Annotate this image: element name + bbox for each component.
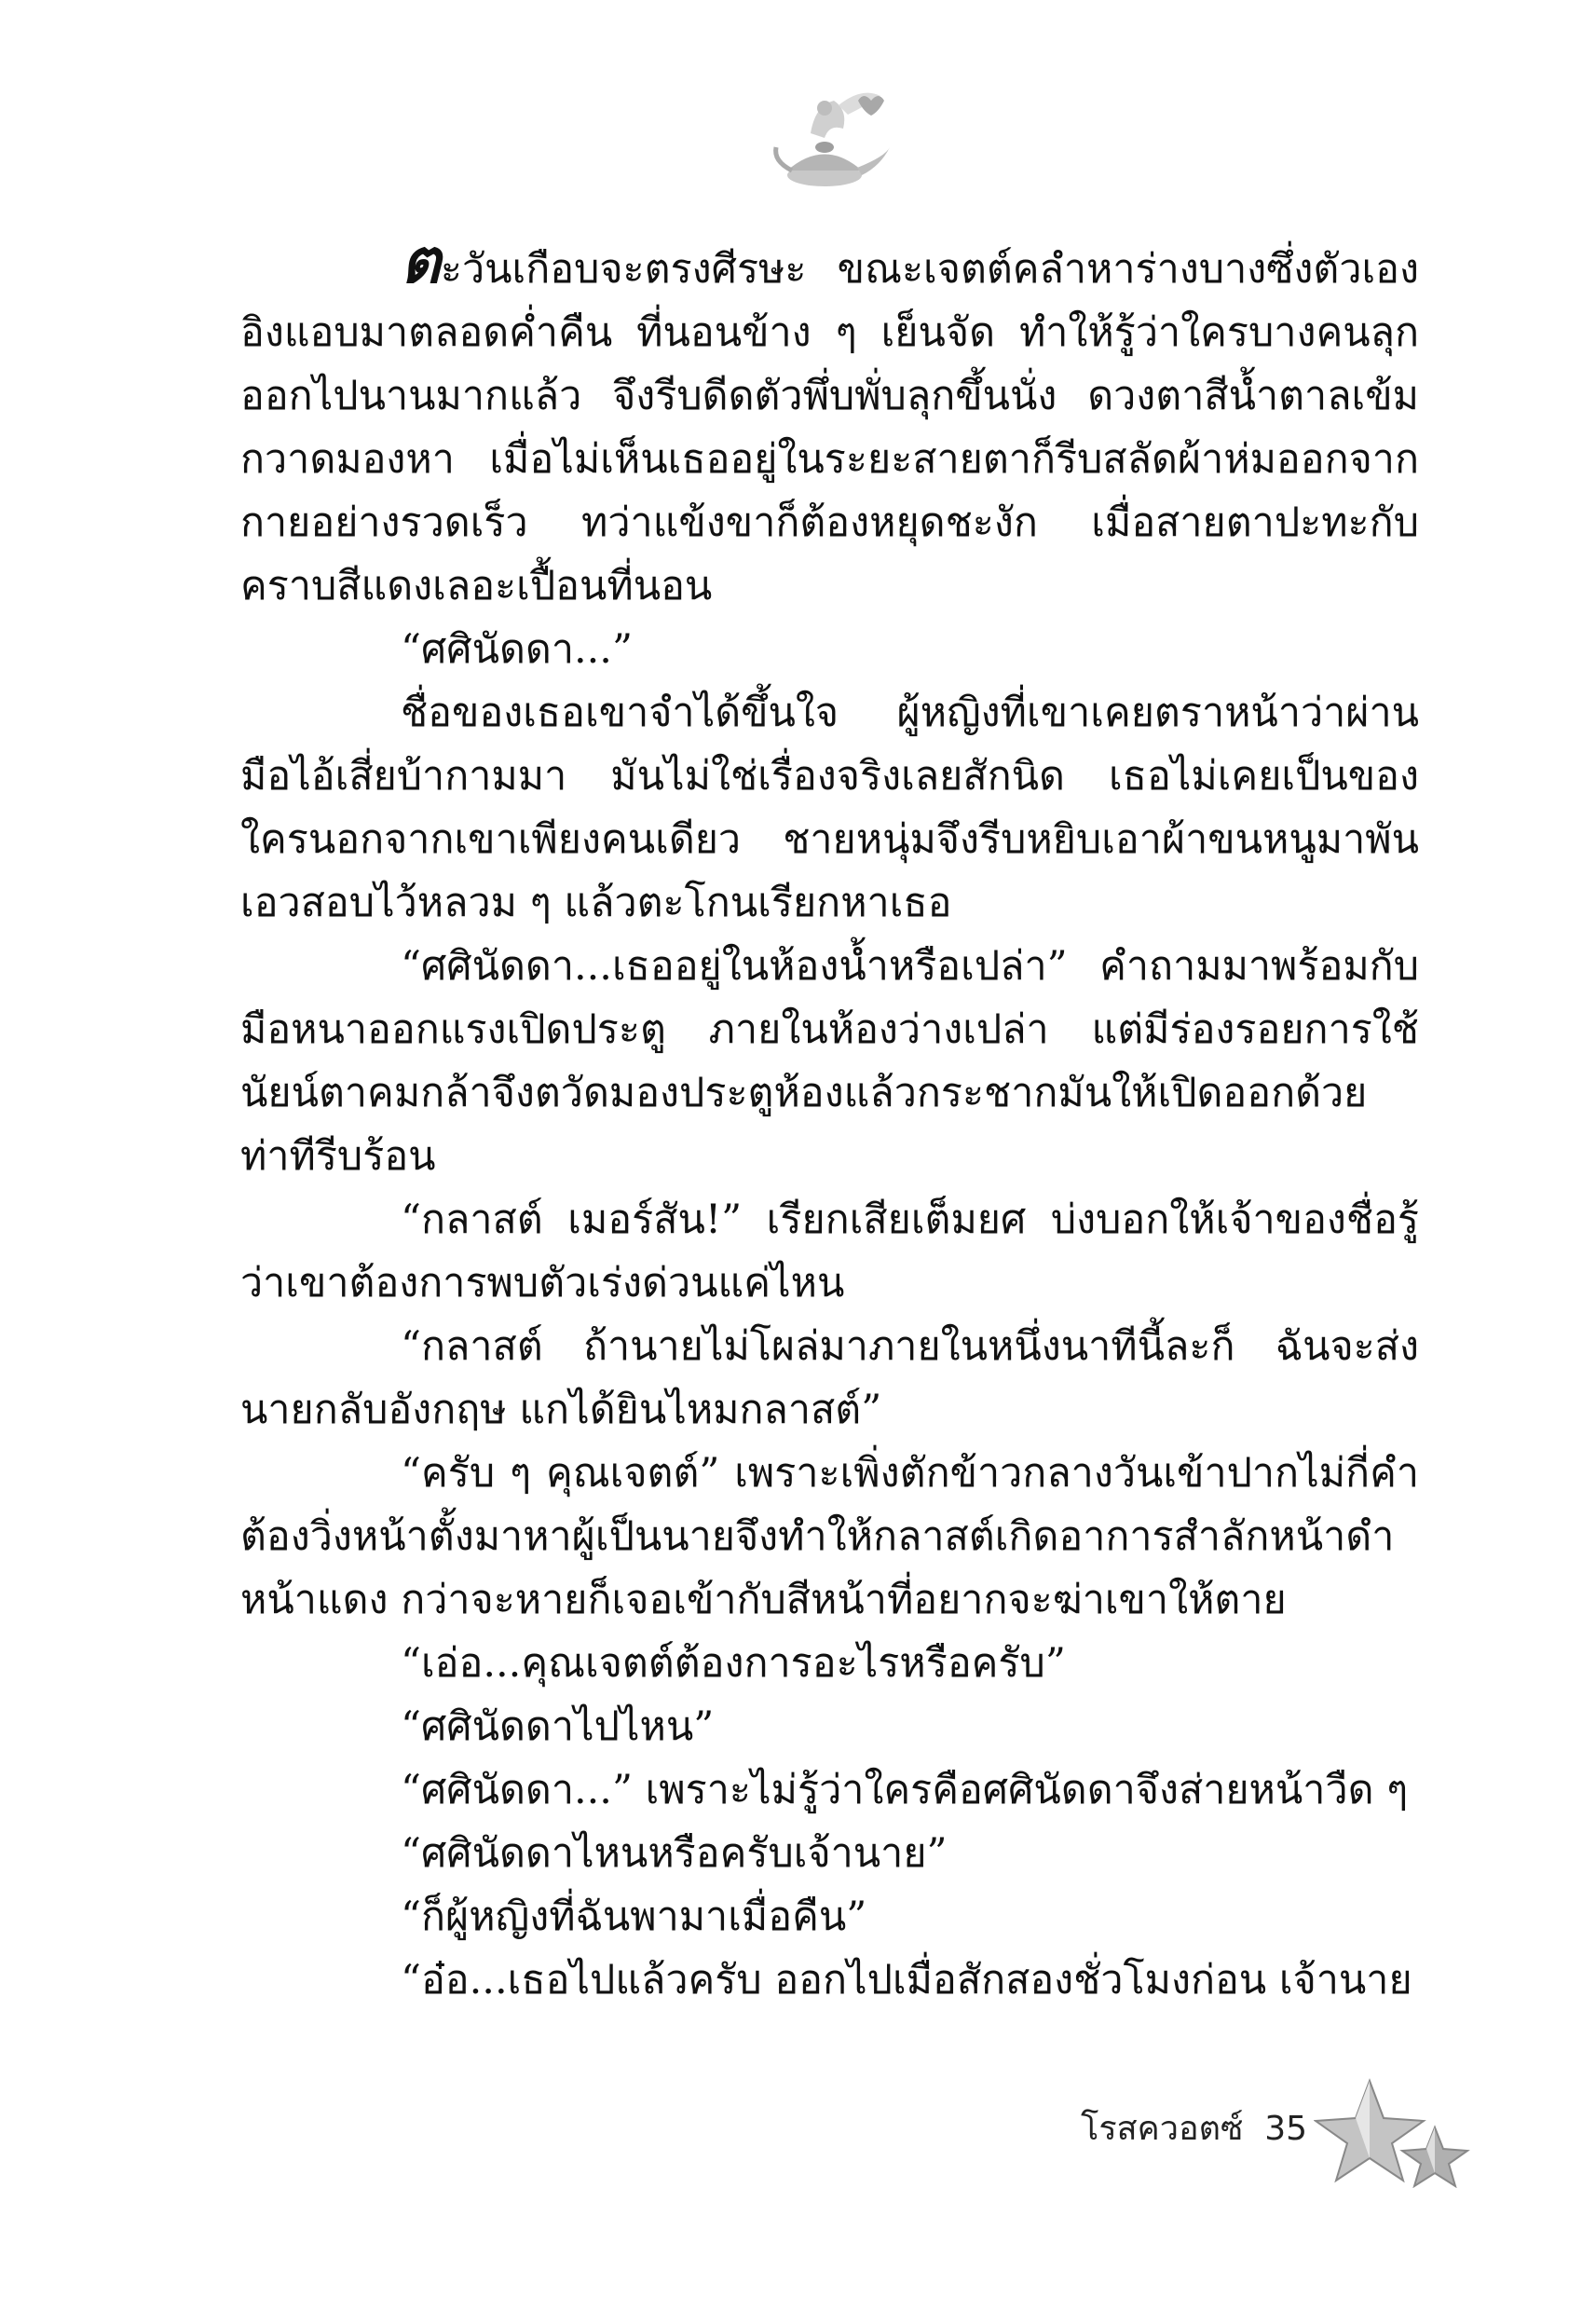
paragraph: “ก็ผู้หญิงที่ฉันพามาเมื่อคืน”	[401, 1894, 867, 1940]
paragraph: “ศศินัดดา...” เพราะไม่รู้ว่าใครคือศศินัดดาจึงส่ายหน้าวืด ๆ	[401, 1767, 1409, 1813]
stars-icon	[1314, 2076, 1477, 2188]
paragraph: “กลาสต์ ถ้านายไม่โผล่มาภายในหนึ่งนาทีนี้ละก็ ฉันจะส่งนายกลับอังกฤษ แกได้ยินไหมกลาสต์”	[240, 1323, 1419, 1433]
paragraph: “ศศินัดดา...เธออยู่ในห้องน้ำหรือเปล่า” คำถามมาพร้อมกับมือหนาออกแรงเปิดประตู ภายในห้องว่างเปล่า แต่มีร่องรอยการใช้นัยน์ตาคมกล้าจึงตวัดมองประตูห้องแล้วกระชากมันให้เปิดออกด้วยท่าทีรีบร้อน	[240, 943, 1419, 1180]
paragraph: “ศศินัดดา...”	[401, 626, 633, 673]
paragraph: ตะวันเกือบจะตรงศีรษะ ขณะเจตต์คลำหาร่างบางซึ่งตัวเองอิงแอบมาตลอดค่ำคืน ที่นอนข้าง ๆ เย็นจัด ทำให้รู้ว่าใครบางคนลุกออกไปนานมากแล้ว จึงรีบดีดตัวพึ่บพั่บลุกขึ้นนั่ง ดวงตาสีน้ำตาลเข้มกวาดมองหา เมื่อไม่เห็นเธออยู่ในระยะสายตาก็รีบสลัดผ้าห่มออกจากกายอย่างรวดเร็ว ทว่าแข้งขาก็ต้องหยุดชะงัก เมื่อสายตาปะทะกับคราบสีแดงเลอะเปื้อนที่นอน	[240, 225, 1419, 609]
genie-lamp-cupid-icon	[759, 82, 899, 198]
paragraph: “อ๋อ...เธอไปแล้วครับ ออกไปเมื่อสักสองชั่วโมงก่อน เจ้านาย	[401, 1957, 1412, 2003]
paragraph: “ครับ ๆ คุณเจตต์” เพราะเพิ่งตักข้าวกลางวันเข้าปากไม่กี่คำต้องวิ่งหน้าตั้งมาหาผู้เป็นนายจึงทำให้กลาสต์เกิดอาการสำลักหน้าดำหน้าแดง กว่าจะหายก็เจอเข้ากับสีหน้าที่อยากจะฆ่าเขาให้ตาย	[240, 1450, 1419, 1623]
drop-cap: ต	[401, 225, 441, 297]
story-text	[240, 225, 1419, 2012]
paragraph: “ศศินัดดาไปไหน”	[401, 1703, 715, 1750]
paragraph: “กลาสต์ เมอร์สัน!” เรียกเสียเต็มยศ บ่งบอกให้เจ้าของชื่อรู้ว่าเขาต้องการพบตัวเร่งด่วนแค่ไหน	[240, 1197, 1419, 1306]
paragraph: “เอ่อ...คุณเจตต์ต้องการอะไรหรือครับ”	[401, 1640, 1066, 1687]
page-footer	[1081, 2101, 1307, 2154]
book-title: โรสควอตซ์	[1081, 2110, 1244, 2148]
paragraph: “ศศินัดดาไหนหรือครับเจ้านาย”	[401, 1830, 948, 1877]
paragraph: ชื่อของเธอเขาจำได้ขึ้นใจ ผู้หญิงที่เขาเคยตราหน้าว่าผ่านมือไอ้เสี่ยบ้ากามมา มันไม่ใช่เรื่องจริงเลยสักนิด เธอไม่เคยเป็นของใครนอกจากเขาเพียงคนเดียว ชายหนุ่มจึงรีบหยิบเอาผ้าขนหนูมาพันเอวสอบไว้หลวม ๆ แล้วตะโกนเรียกหาเธอ	[240, 690, 1419, 926]
page-number: 35	[1264, 2110, 1308, 2148]
